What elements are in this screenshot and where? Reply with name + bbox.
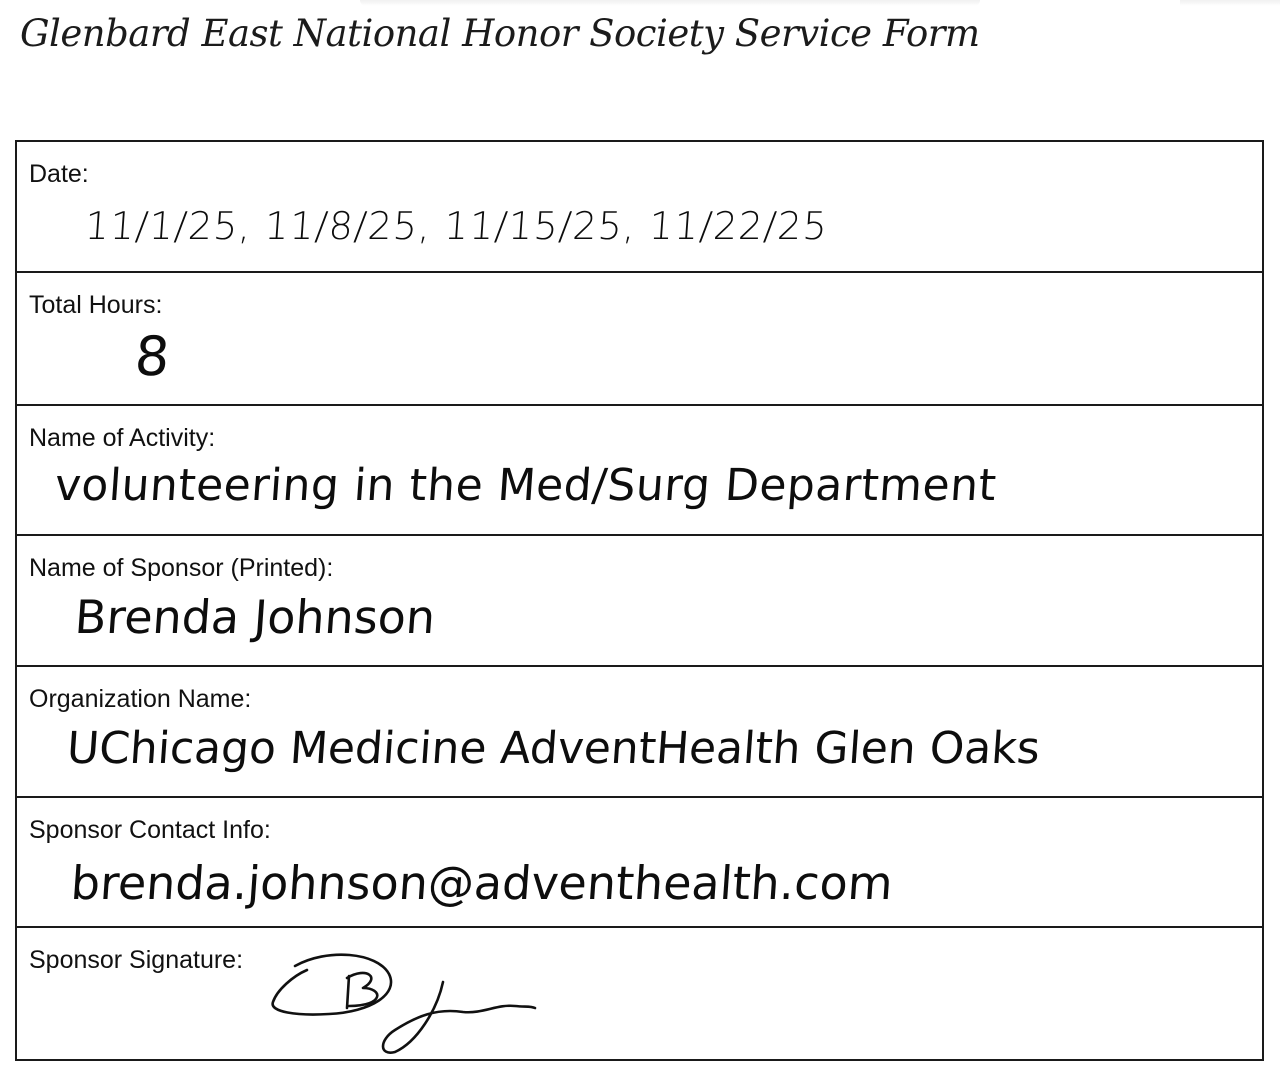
sponsor-contact-value: brenda.johnson@adventhealth.com: [69, 856, 895, 910]
date-value: 11/1/25, 11/8/25, 11/15/25, 11/22/25: [83, 204, 830, 248]
form-title: Glenbard East National Honor Society Service Form: [20, 12, 980, 55]
sponsor-name-label: Name of Sponsor (Printed):: [29, 554, 334, 582]
total-hours-row: [17, 273, 1262, 406]
activity-value: volunteering in the Med/Surg Department: [53, 460, 999, 511]
page-top-shadow-right: [1180, 0, 1280, 6]
organization-value: UChicago Medicine AdventHealth Glen Oaks: [65, 723, 1042, 774]
date-row: [17, 142, 1262, 273]
signature-scribble: [267, 946, 537, 1056]
organization-row: [17, 667, 1262, 798]
service-form-table: [15, 140, 1264, 1061]
total-hours-value: 8: [132, 325, 172, 388]
sponsor-name-value: Brenda Johnson: [73, 590, 438, 644]
activity-row: [17, 406, 1262, 536]
sponsor-signature-row: [17, 928, 1262, 1059]
sponsor-signature-label: Sponsor Signature:: [29, 946, 244, 974]
organization-label: Organization Name:: [29, 685, 252, 713]
page-top-shadow: [360, 0, 980, 6]
sponsor-contact-label: Sponsor Contact Info:: [29, 816, 271, 844]
activity-label: Name of Activity:: [29, 424, 216, 452]
date-label: Date:: [29, 160, 89, 188]
sponsor-contact-row: [17, 798, 1262, 928]
sponsor-name-row: [17, 536, 1262, 667]
total-hours-label: Total Hours:: [29, 291, 163, 319]
